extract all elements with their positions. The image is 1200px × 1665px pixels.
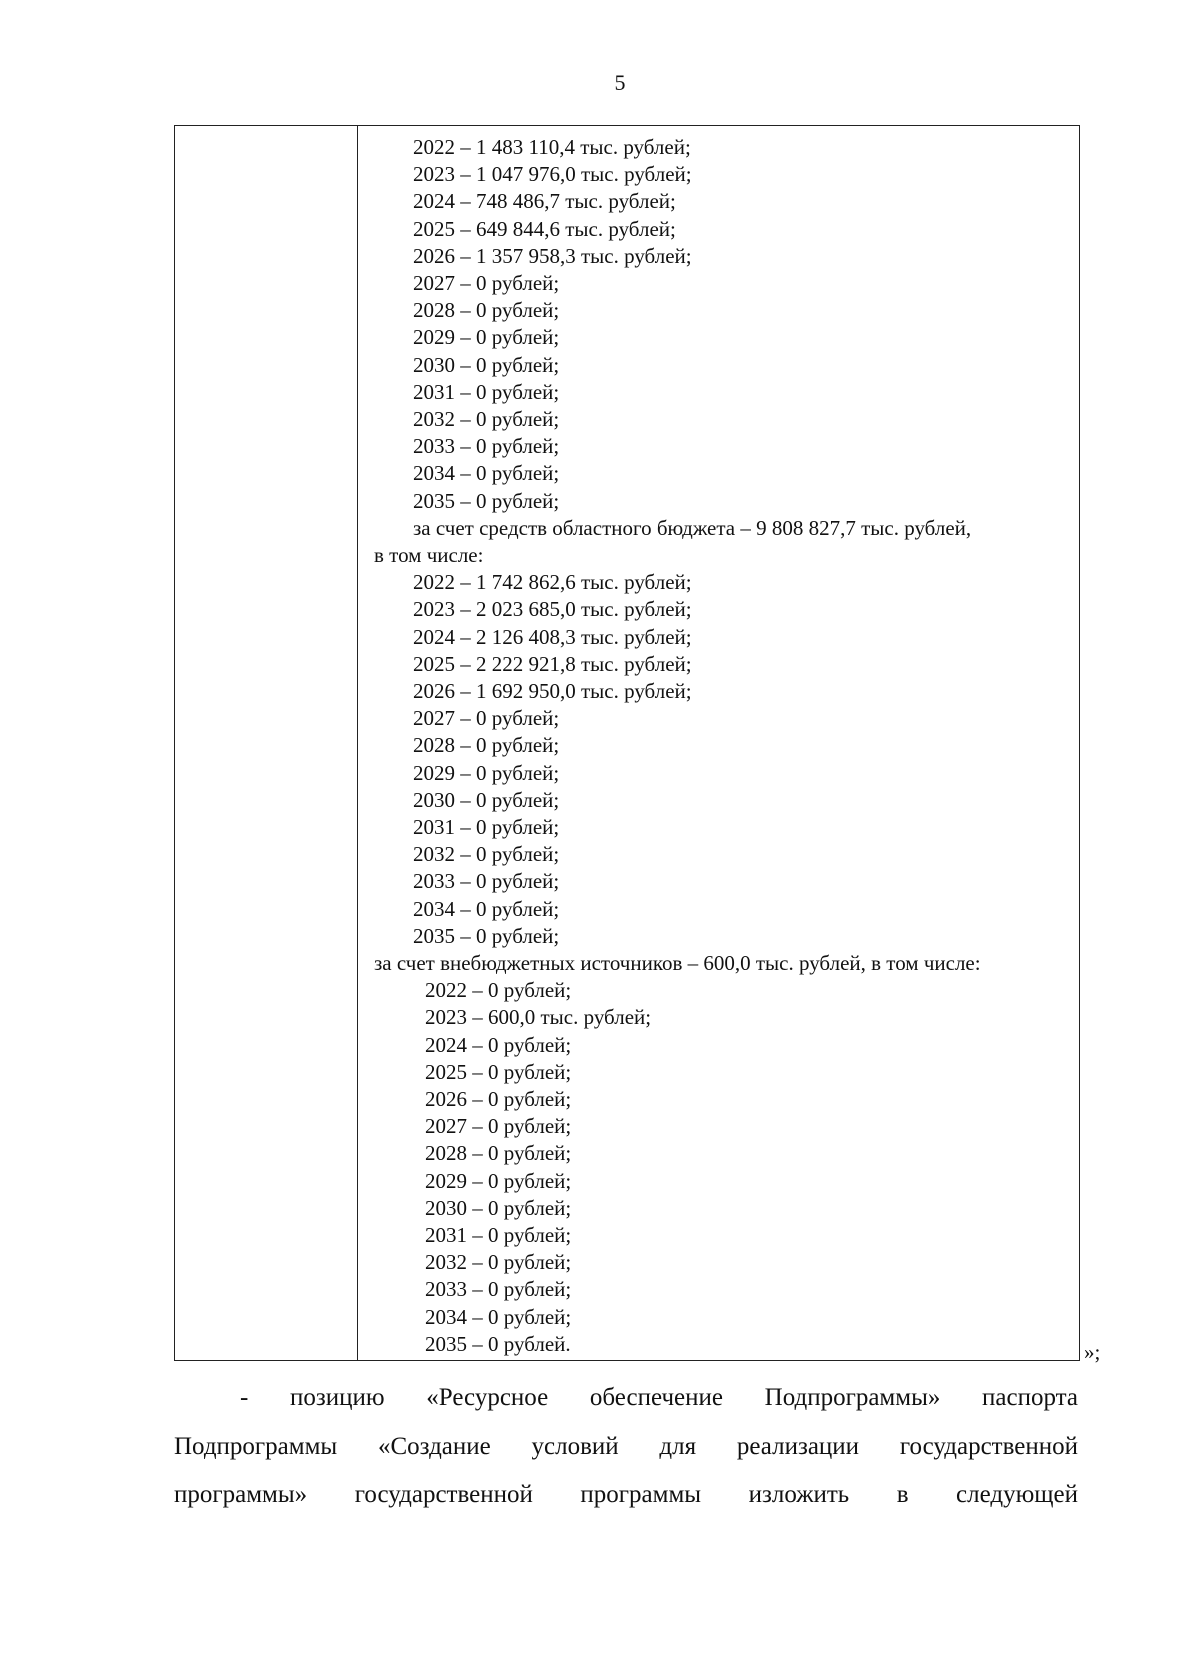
- federal-year-row: 2024 – 748 486,7 тыс. рублей;: [413, 189, 676, 214]
- regional-year-row: 2034 – 0 рублей;: [413, 896, 560, 921]
- regional-year-row: 2035 – 0 рублей;: [413, 923, 560, 948]
- federal-year-row: 2034 – 0 рублей;: [413, 461, 560, 486]
- table-column-divider: [357, 126, 358, 1360]
- regional-year-row: 2026 – 1 692 950,0 тыс. рублей;: [413, 679, 692, 703]
- offbudget-year-row: 2028 – 0 рублей;: [425, 1141, 572, 1166]
- offbudget-year-row: 2032 – 0 рублей;: [425, 1250, 572, 1275]
- federal-year-row: 2031 – 0 рублей;: [413, 379, 560, 404]
- regional-year-row: 2029 – 0 рублей;: [413, 760, 560, 785]
- paragraph-line: - позицию «Ресурсное обеспечение Подпрограммы» паспорта: [240, 1384, 1078, 1411]
- offbudget-year-row: 2025 – 0 рублей;: [425, 1059, 572, 1084]
- federal-year-row: 2033 – 0 рублей;: [413, 434, 560, 459]
- table-right-cell: [359, 126, 1079, 1360]
- paragraph-line: программы» государственной программы изложить в следующей: [174, 1481, 1078, 1508]
- paragraph-line: Подпрограммы «Создание условий для реализации государственной: [174, 1433, 1078, 1460]
- offbudget-year-row: 2030 – 0 рублей;: [425, 1195, 572, 1220]
- offbudget-year-row: 2022 – 0 рублей;: [425, 978, 572, 1003]
- federal-year-row: 2027 – 0 рублей;: [413, 271, 560, 295]
- federal-year-row: 2022 – 1 483 110,4 тыс. рублей;: [413, 135, 691, 159]
- federal-year-row: 2025 – 649 844,6 тыс. рублей;: [413, 216, 676, 241]
- page-number: 5: [614, 70, 626, 95]
- offbudget-year-row: 2033 – 0 рублей;: [425, 1277, 572, 1302]
- offbudget-heading: за счет внебюджетных источников – 600,0 тыс. рублей, в том числе:: [374, 951, 981, 975]
- regional-year-row: 2033 – 0 рублей;: [413, 869, 560, 894]
- offbudget-year-row: 2023 – 600,0 тыс. рублей;: [425, 1005, 652, 1030]
- federal-year-row: 2035 – 0 рублей;: [413, 488, 560, 513]
- federal-year-row: 2028 – 0 рублей;: [413, 298, 560, 323]
- federal-year-row: 2030 – 0 рублей;: [413, 352, 560, 377]
- offbudget-year-row: 2027 – 0 рублей;: [425, 1114, 572, 1139]
- regional-year-row: 2022 – 1 742 862,6 тыс. рублей;: [413, 570, 692, 595]
- regional-budget-heading: за счет средств областного бюджета – 9 808 827,7 тыс. рублей,: [413, 515, 972, 540]
- regional-year-row: 2031 – 0 рублей;: [413, 815, 560, 839]
- regional-year-row: 2023 – 2 023 685,0 тыс. рублей;: [413, 597, 692, 622]
- regional-year-row: 2025 – 2 222 921,8 тыс. рублей;: [413, 651, 692, 676]
- federal-year-row: 2023 – 1 047 976,0 тыс. рублей;: [413, 162, 692, 187]
- closing-quote-mark: »;: [1084, 1340, 1101, 1364]
- offbudget-year-row: 2029 – 0 рублей;: [425, 1168, 572, 1193]
- offbudget-year-row: 2024 – 0 рублей;: [425, 1032, 572, 1057]
- regional-year-row: 2027 – 0 рублей;: [413, 706, 560, 731]
- federal-year-row: 2029 – 0 рублей;: [413, 325, 560, 350]
- regional-year-row: 2028 – 0 рублей;: [413, 733, 560, 758]
- offbudget-year-row: 2034 – 0 рублей;: [425, 1304, 572, 1329]
- offbudget-year-row: 2026 – 0 рублей;: [425, 1087, 572, 1111]
- resource-table: [174, 125, 1080, 1361]
- regional-year-row: 2032 – 0 рублей;: [413, 842, 560, 867]
- regional-budget-heading-cont: в том числе:: [374, 543, 484, 567]
- offbudget-year-row: 2035 – 0 рублей.: [425, 1331, 571, 1356]
- federal-year-row: 2032 – 0 рублей;: [413, 407, 560, 431]
- regional-year-row: 2030 – 0 рублей;: [413, 787, 560, 812]
- offbudget-year-row: 2031 – 0 рублей;: [425, 1223, 572, 1247]
- regional-year-row: 2024 – 2 126 408,3 тыс. рублей;: [413, 624, 692, 649]
- federal-year-row: 2026 – 1 357 958,3 тыс. рублей;: [413, 243, 692, 268]
